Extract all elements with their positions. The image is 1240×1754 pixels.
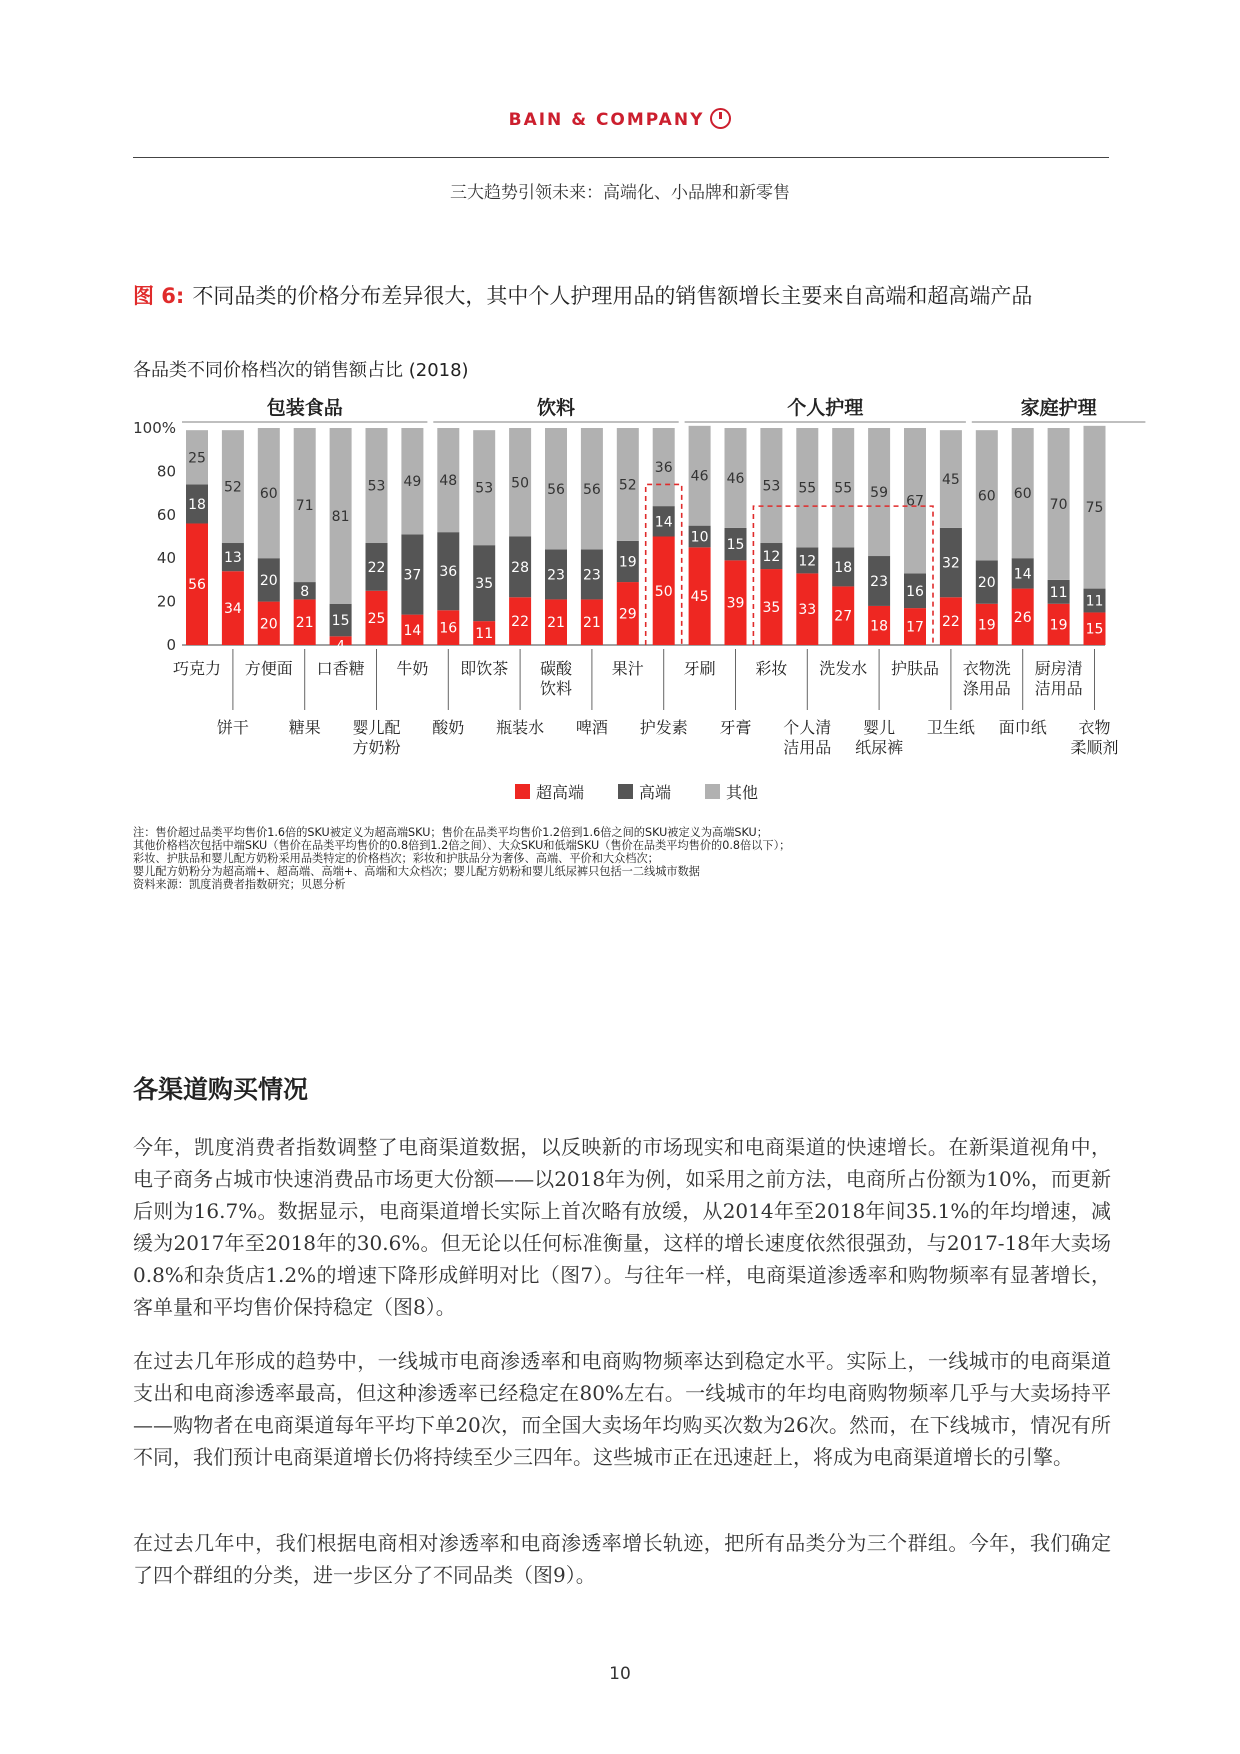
figure-number: 图 6:: [133, 284, 185, 308]
data-label: 52: [223, 479, 242, 496]
page-number: 10: [609, 1664, 631, 1684]
data-label: 15: [331, 613, 350, 630]
category-label: 卫生纸: [926, 718, 975, 737]
legend-item-premium: [618, 780, 671, 803]
data-label: 52: [618, 477, 637, 494]
category-label: 口香糖: [316, 659, 365, 678]
data-label: 22: [367, 559, 386, 576]
data-label: 18: [188, 496, 206, 513]
category-label: 彩妆: [755, 659, 788, 678]
category-label: 个人清: [783, 718, 832, 737]
note-line: 婴儿配方奶粉分为超高端+、超高端、高端+、高端和大众档次；婴儿配方奶粉和婴儿纸尿裤只包括一二线城市数据: [133, 865, 700, 878]
category-label: 即饮茶: [460, 659, 509, 678]
data-label: 81: [331, 508, 350, 525]
data-label: 21: [582, 615, 601, 632]
data-label: 45: [941, 471, 960, 488]
data-label: 12: [798, 553, 817, 570]
data-label: 20: [259, 616, 278, 633]
data-label: 50: [654, 583, 673, 600]
y-tick-label: 100%: [133, 419, 176, 437]
data-label: 28: [511, 559, 530, 576]
data-label: 19: [618, 554, 637, 571]
data-label: 39: [726, 595, 745, 612]
data-label: 4: [336, 638, 346, 655]
source-line: 资料来源：凯度消费者指数研究；贝恩分析: [133, 878, 346, 891]
data-label: 56: [582, 481, 601, 498]
data-label: 36: [654, 460, 673, 477]
data-label: 16: [906, 583, 924, 600]
data-label: 14: [1013, 566, 1032, 583]
header-divider: [133, 157, 1109, 158]
report-subtitle: 三大趋势引领未来：高端化、小品牌和新零售: [450, 183, 790, 203]
category-label: 方便面: [244, 659, 293, 678]
legend-label: 高端: [639, 783, 672, 802]
category-label: 婴儿配: [352, 718, 401, 737]
legend-item-super-premium: [515, 780, 584, 803]
data-label: 15: [726, 537, 745, 554]
data-label: 60: [259, 486, 278, 503]
category-label: 柔顺剂: [1070, 738, 1119, 757]
data-label: 34: [223, 601, 242, 618]
data-label: 18: [870, 618, 889, 635]
data-label: 21: [295, 615, 314, 632]
category-label: 牛奶: [396, 659, 429, 678]
data-label: 53: [475, 480, 494, 497]
data-label: 15: [1085, 621, 1104, 638]
data-label: 33: [798, 602, 817, 619]
data-label: 37: [403, 567, 422, 584]
data-label: 55: [834, 480, 853, 497]
note-line: 注：售价超过品类平均售价1.6倍的SKU被定义为超高端SKU；售价在品类平均售价1.2倍到1.6倍之间的SKU被定义为高端SKU；: [133, 826, 768, 839]
y-tick-label: 80: [156, 462, 176, 481]
data-label: 75: [1085, 500, 1104, 517]
data-label: 25: [188, 450, 206, 467]
data-label: 11: [475, 626, 494, 643]
data-label: 32: [941, 555, 960, 572]
y-tick-label: 40: [156, 549, 176, 568]
data-label: 17: [906, 619, 924, 636]
data-label: 16: [439, 620, 458, 637]
body-paragraph-1: 今年，凯度消费者指数调整了电商渠道数据，以反映新的市场现实和电商渠道的快速增长。在新渠道视角中，电子商务占城市快速消费品市场更大份额——以2018年为例，如采用之前方法，电商所占份额为10%，而更新后则为16.7%。数据显示，电商渠道增长实际上首次略有放缓，从2014年至2018年间35.1%的年均增速，减缓为2017年至2018年的30.6%。但无论以任何标准衡量，这样的增长速度依然很强劲，与2017-18年大卖场0.8%和杂货店1.2%的增速下降形成鲜明对比（图7）。与往年一样，电商渠道渗透率和购物频率有显著增长，客单量和平均售价保持稳定（图8）。: [133, 1135, 1111, 1319]
category-label: 啤酒: [575, 718, 608, 737]
data-label: 56: [188, 577, 206, 594]
data-label: 8: [300, 583, 310, 600]
stacked-bar-chart: [0, 380, 1240, 770]
body-paragraph-2: 在过去几年形成的趋势中，一线城市电商渗透率和电商购物频率达到稳定水平。实际上，一线城市的电商渠道支出和电商渗透率最高，但这种渗透率已经稳定在80%左右。一线城市的年均电商购物频率几乎与大卖场持平——购物者在电商渠道每年平均下单20次，而全国大卖场年均购买次数为26次。然而，在下线城市，情况有所不同，我们预计电商渠道增长仍将持续至少三四年。这些城市正在迅速赶上，将成为电商渠道增长的引擎。: [133, 1349, 1111, 1469]
data-label: 60: [1013, 486, 1032, 503]
group-label: 个人护理: [787, 397, 864, 419]
figure-title: [133, 280, 1032, 310]
legend-label: 其他: [726, 783, 759, 802]
category-label: 果汁: [611, 659, 644, 678]
note-line: 其他价格档次包括中端SKU（售价在品类平均售价的0.8倍到1.2倍之间）、大众SKU和低端SKU（售价在品类平均售价的0.8倍以下）；: [133, 839, 791, 852]
data-label: 10: [690, 529, 709, 546]
data-label: 50: [511, 475, 530, 492]
data-label: 23: [582, 567, 601, 584]
category-label: 糖果: [288, 718, 321, 737]
data-label: 36: [439, 564, 458, 581]
data-label: 22: [941, 614, 960, 631]
data-label: 18: [834, 559, 853, 576]
data-label: 21: [547, 615, 565, 632]
brand-logo: [0, 108, 1240, 130]
category-label: 面巾纸: [998, 718, 1047, 737]
data-label: 67: [906, 493, 924, 510]
data-label: 14: [654, 514, 673, 531]
data-label: 70: [1049, 496, 1068, 513]
category-label: 衣物: [1078, 718, 1111, 737]
data-label: 13: [223, 550, 242, 567]
group-label: 家庭护理: [1020, 397, 1097, 419]
chart-title: 各品类不同价格档次的销售额占比 (2018): [133, 360, 469, 381]
category-label: 涤用品: [962, 679, 1011, 698]
legend-label: 超高端: [536, 783, 585, 802]
category-label: 厨房清: [1034, 659, 1083, 678]
y-tick-label: 0: [166, 636, 176, 654]
category-label: 方奶粉: [352, 738, 401, 757]
group-label: 包装食品: [266, 397, 343, 419]
data-label: 60: [977, 488, 996, 505]
body-paragraph-3: 在过去几年中，我们根据电商相对渗透率和电商渗透率增长轨迹，把所有品类分为三个群组。今年，我们确定了四个群组的分类，进一步区分了不同品类（图9）。: [133, 1531, 1111, 1587]
data-label: 35: [475, 576, 494, 593]
category-label: 纸尿裤: [855, 738, 904, 757]
data-label: 46: [726, 470, 745, 487]
data-label: 23: [547, 567, 565, 584]
data-label: 20: [259, 572, 278, 589]
y-tick-label: 60: [156, 505, 176, 524]
data-label: 59: [870, 485, 889, 502]
note-line: 彩妆、护肤品和婴儿配方奶粉采用品类特定的价格档次；彩妆和护肤品分为奢侈、高端、平价和大众档次；: [133, 852, 659, 865]
category-label: 饮料: [539, 679, 573, 698]
brand-ring-icon: [710, 108, 731, 129]
legend-swatch: [515, 784, 530, 799]
chart-legend: [515, 780, 758, 803]
data-label: 53: [367, 478, 386, 495]
category-label: 洁用品: [1034, 679, 1083, 698]
category-label: 饼干: [216, 718, 249, 737]
figure-title-text: 不同品类的价格分布差异很大，其中个人护理用品的销售额增长主要来自高端和超高端产品: [192, 284, 1033, 308]
section-heading: 各渠道购买情况: [133, 1075, 309, 1104]
legend-swatch: [618, 784, 633, 799]
data-label: 25: [367, 610, 386, 627]
data-label: 23: [870, 573, 889, 590]
data-label: 35: [762, 600, 781, 617]
category-label: 瓶装水: [496, 718, 545, 737]
data-label: 14: [403, 622, 422, 639]
data-label: 19: [1049, 617, 1068, 634]
data-label: 48: [439, 473, 458, 490]
category-label: 护肤品: [890, 659, 940, 678]
data-label: 11: [1049, 584, 1068, 601]
legend-item-other: [705, 780, 758, 803]
data-label: 55: [798, 480, 817, 497]
brand-name: BAIN & COMPANY: [508, 110, 705, 130]
data-label: 29: [618, 606, 637, 623]
data-label: 53: [762, 478, 781, 495]
legend-swatch: [705, 784, 720, 799]
data-label: 45: [690, 589, 709, 606]
data-label: 22: [511, 614, 530, 631]
category-label: 护发素: [639, 718, 688, 737]
data-label: 19: [977, 617, 996, 634]
group-label: 饮料: [536, 397, 576, 419]
category-label: 牙膏: [719, 718, 752, 737]
category-label: 碳酸: [539, 659, 573, 678]
data-label: 49: [403, 474, 422, 491]
category-label: 婴儿: [863, 718, 896, 737]
category-label: 洗发水: [819, 659, 868, 678]
category-label: 酸奶: [432, 718, 465, 737]
data-label: 11: [1085, 593, 1104, 610]
data-label: 26: [1013, 609, 1032, 626]
data-label: 27: [834, 608, 853, 625]
category-label: 巧克力: [172, 659, 222, 678]
data-label: 12: [762, 549, 781, 566]
data-label: 20: [977, 575, 996, 592]
data-label: 46: [690, 468, 709, 485]
data-label: 56: [547, 481, 565, 498]
chart-notes: [133, 826, 1113, 891]
category-label: 衣物洗: [962, 659, 1011, 678]
y-tick-label: 20: [156, 592, 176, 611]
category-label: 牙刷: [683, 659, 716, 678]
category-label: 洁用品: [783, 738, 832, 757]
data-label: 71: [295, 498, 314, 515]
